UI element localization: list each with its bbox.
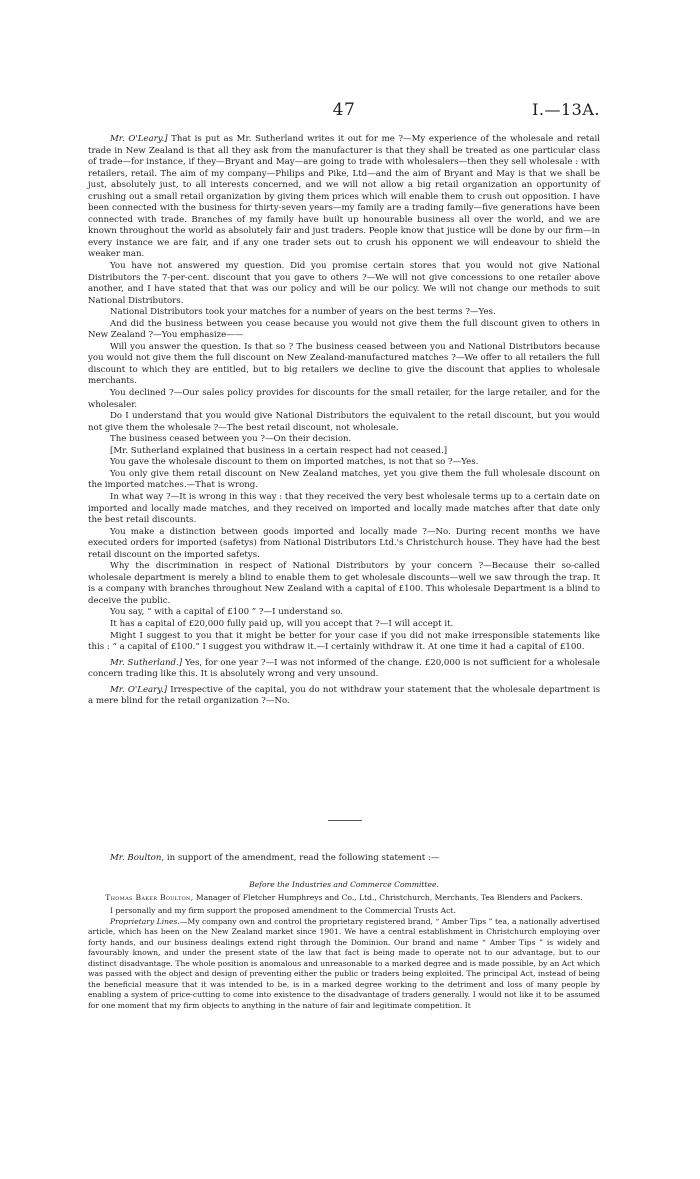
paragraph-text: And did the business between you cease because you would not give them the full discount given to others in New Zealand ?—You emphasize—— (88, 318, 600, 341)
paragraph (88, 388, 600, 411)
page-header (88, 100, 600, 122)
witness-line (88, 893, 600, 904)
speaker-label: Mr. Boulton, (110, 853, 165, 863)
paragraph (88, 631, 600, 654)
paragraph-text: in support of the amendment, read the following statement :— (164, 853, 440, 863)
paragraph-text: Irrespective of the capital, you do not withdraw your statement that the wholesale department is a mere blind for the retail organization ?—No. (88, 684, 600, 707)
paragraph (88, 685, 600, 708)
paragraph-text: Why the discrimination in respect of National Distributors by your concern ?—Because their so-called wholesale department is merely a blind to enable them to get wholesale discounts—well we saw through the trap. It is a company with branches throughout New Zealand with a capital of £100. This wholesale Department is a blind to deceive the public. (88, 561, 600, 606)
paragraph (88, 619, 600, 631)
document-reference: I.—13A. (532, 100, 600, 119)
paragraph (88, 658, 600, 681)
paragraph-text: It has a capital of £20,000 fully paid up, will you accept that ?—I will accept it. (110, 618, 454, 629)
paragraph (88, 492, 600, 527)
paragraph-text: You make a distinction between goods imported and locally made ?—No. During recent months we have executed orders for imported (safetys) from National Distributors Ltd.'s Christchurch house. They have had the best retail discount on the imported safetys. (88, 526, 600, 560)
paragraph-text: You only give them retail discount on New Zealand matches, yet you give them the full wholesale discount on the imported matches.—That is wrong. (88, 468, 600, 491)
paragraph-text: [Mr. Sutherland explained that business in a certain respect had not ceased.] (110, 445, 448, 456)
speaker-label: Mr. O'Leary.] (110, 684, 168, 695)
paragraph-text: Yes, for one year ?—I was not informed of the change. £20,000 is not sufficient for a wholesale concern trading like this. It is absolutely wrong and very unsound. (88, 657, 600, 680)
paragraph-text: National Distributors took your matches for a number of years on the best terms ?—Yes. (110, 307, 496, 318)
paragraph (88, 319, 600, 342)
paragraph-text: Will you answer the question. Is that so ? The business ceased between you and National Distributors because you would not give them the full discount on New Zealand-manufactured matches ?—We offer to all retailers the full discount to which they are entitled, but to big retailers we decline to give the discount that applies to wholesale merchants. (88, 341, 600, 387)
statement-intro (88, 852, 600, 864)
paragraph (88, 457, 600, 469)
paragraph-text: The business ceased between you ?—On their decision. (110, 434, 352, 445)
paragraph-text: You gave the wholesale discount to them on imported matches, is not that so ?—Yes. (110, 457, 479, 468)
paragraph-text: You have not answered my question. Did you promise certain stores that you would not give National Distributors the 7-per-cent. discount that you gave to others ?—We will not give concessions to one retailer above another, and I have stated that that was our policy and will be our policy. We will not change our methods to suit National Distributors. (88, 261, 600, 306)
paragraph (88, 307, 600, 319)
speaker-label: Mr. Sutherland.] (110, 657, 183, 668)
paragraph (88, 906, 600, 917)
paragraph-text: —My company own and control the proprietary registered brand, “ Amber Tips ” tea, a nationally advertised article, which has been on the New Zealand market since 1901. We have a central establishment in Christchurch employing over forty hands, and our business dealings extend right through the Dominion. Our brand and name “ Amber Tips ” is widely and favourably known, and under the present state of the law that fact is being made to operate not to our advantage, but to our distinct disadvantage. The whole position is anomalous and unreasonable to a marked degree and is made possible, by an Act which was passed with the object and design of preventing either the public or traders being exploited. The principal Act, instead of being the beneficial measure that it was intended to be, is in a marked degree working to the detriment and loss of many people by enabling a system of price-cutting to come into existence to the disadvantage of traders generally. I would not like it to be assumed for one moment that my firm objects to anything in the nature of fair and legitimate competition. It (88, 916, 600, 1010)
paragraph (88, 561, 600, 607)
paragraph-text: You declined ?—Our sales policy provides for discounts for the small retailer, for the large retailer, and for the wholesaler. (88, 388, 600, 410)
paragraph (88, 261, 600, 307)
statement-heading: Before the Industries and Commerce Committee. (249, 880, 439, 889)
witness-description: Manager of Fletcher Humphreys and Co., Ltd., Christchurch, Merchants, Tea Blenders and Packers. (193, 892, 583, 902)
paragraph (88, 446, 600, 458)
section-title: Proprietary Lines. (110, 916, 180, 926)
paragraph-text: You say, “ with a capital of £100 ” ?—I understand so. (110, 607, 343, 618)
section-divider (328, 820, 362, 821)
written-statement (88, 880, 600, 1011)
paragraph-text: Might I suggest to you that it might be better for your case if you did not make irresponsible statements like this : “ a capital of £100.” I suggest you withdraw it.—I certainly withdraw it. At one time it had a capital of £100. (88, 630, 600, 653)
paragraph (88, 434, 600, 446)
page-number: 47 (332, 100, 356, 120)
evidence-transcript (88, 134, 600, 708)
paragraph-text: That is put as Mr. Sutherland writes it out for me ?—My experience of the wholesale and retail trade in New Zealand is that all they ask from the manufacturer is that they shall be treated as one particular class of trade—for instance, if they—Bryant and May—are going to trade with wholesalers—then they sell wholesale : with retailers, retail. The aim of my company—Philips and Pike, Ltd—and the aim of Bryant and May is that we shall be just, absolutely just, to all interests concerned, and we will not allow a big retail organization an opportunity of crushing out a small retail organization by giving them prices which will enable them to crush out opposition. I have been connected with the business for thirty-seven years—my family are a trading family—five generations have been connected with trade. Branches of my family have built up honourable business all over the world, and we are known throughout the world as absolutely fair and just traders. People know that justice will be done by our firm—in every instance we are fair, and if any one trader sets out to crush his opponent we will endeavour to shield the weaker man. (88, 134, 601, 260)
paragraph (88, 411, 600, 434)
paragraph (88, 134, 600, 261)
paragraph (88, 342, 600, 388)
witness-name: Thomas Baker Boulton, (105, 892, 194, 902)
paragraph (88, 607, 600, 619)
speaker-label: Mr. O'Leary.] (110, 134, 168, 144)
paragraph (88, 917, 600, 1012)
paragraph (88, 852, 600, 864)
paragraph-text: I personally and my firm support the proposed amendment to the Commercial Trusts Act. (110, 906, 456, 915)
paragraph (88, 469, 600, 492)
paragraph-text: In what way ?—It is wrong in this way : that they received the very best wholesale terms up to a certain date on imported and locally made matches, and they received on imported and locally made matches after that date only the best retail discounts. (88, 491, 600, 526)
paragraph (88, 527, 600, 562)
paragraph-text: Do I understand that you would give National Distributors the equivalent to the retail discount, but you would not give them the wholesale ?—The best retail discount, not wholesale. (88, 411, 600, 433)
